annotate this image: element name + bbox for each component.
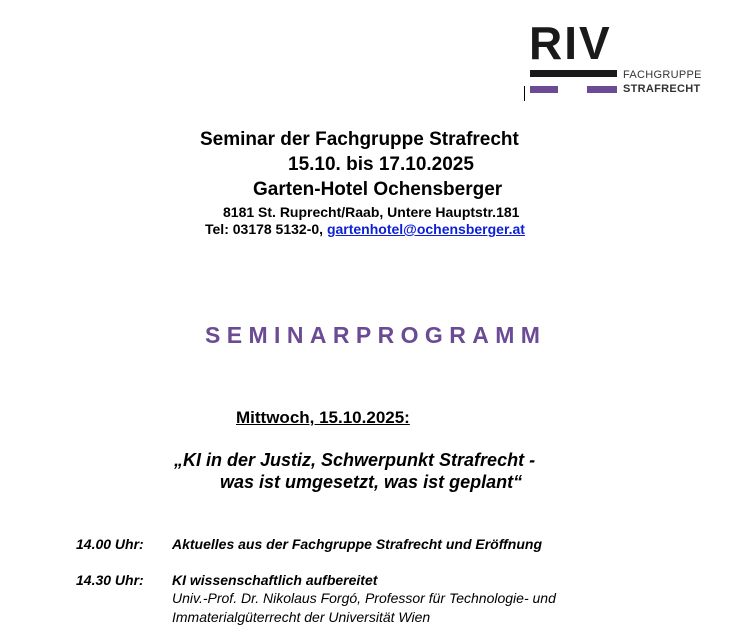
agenda-time: 14.30 Uhr: xyxy=(76,572,144,588)
agenda-speaker: Immaterialgüterrecht der Universität Wien xyxy=(172,609,431,625)
contact-line xyxy=(205,221,525,237)
venue-address: 8181 St. Ruprecht/Raab, Untere Hauptstr.181 xyxy=(223,204,520,220)
agenda-time: 14.00 Uhr: xyxy=(76,536,144,552)
agenda-speaker: Univ.-Prof. Dr. Nikolaus Forgó, Professor für Technologie- und xyxy=(172,590,556,606)
venue-name: Garten-Hotel Ochensberger xyxy=(253,179,503,200)
theme-line-2: was ist umgesetzt, was ist geplant“ xyxy=(220,472,523,492)
logo-accent-bar-left xyxy=(530,86,558,93)
logo-wordmark: RIV xyxy=(529,17,612,69)
program-heading: SEMINARPROGRAMM xyxy=(205,322,547,348)
text-cursor xyxy=(524,86,525,101)
theme-line-1: „KI in der Justiz, Schwerpunkt Strafrecht - xyxy=(174,450,536,470)
agenda-title: Aktuelles aus der Fachgruppe Strafrecht und Eröffnung xyxy=(172,536,543,552)
logo-subtitle-1: FACHGRUPPE xyxy=(623,69,702,81)
day-heading: Mittwoch, 15.10.2025: xyxy=(236,408,410,427)
agenda-title: KI wissenschaftlich aufbereitet xyxy=(172,572,378,588)
seminar-dates: 15.10. bis 17.10.2025 xyxy=(288,154,474,175)
logo-accent-bar-right xyxy=(587,86,617,93)
phone-text: Tel: 03178 5132-0, xyxy=(205,221,327,237)
seminar-title: Seminar der Fachgruppe Strafrecht xyxy=(200,129,519,150)
logo-black-bar xyxy=(530,70,617,77)
email-link[interactable]: gartenhotel@ochensberger.at xyxy=(326,221,525,237)
logo-subtitle-2: STRAFRECHT xyxy=(623,83,701,95)
